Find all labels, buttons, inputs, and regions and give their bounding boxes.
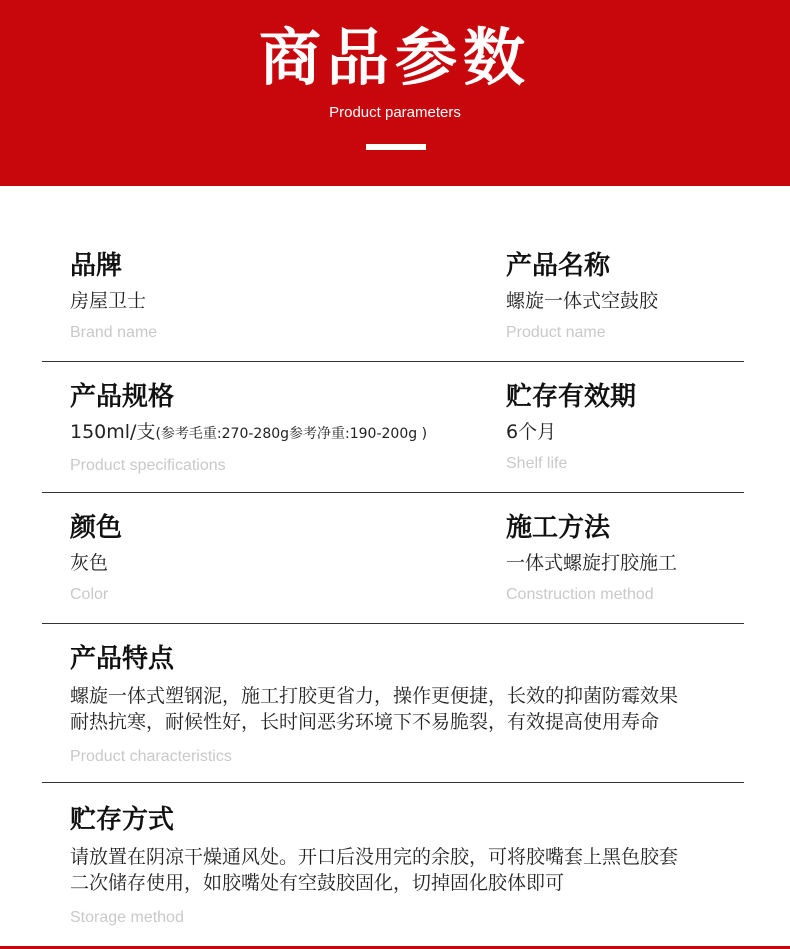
divider — [42, 492, 744, 493]
storage-label: 贮存方式 — [70, 805, 175, 835]
characteristics-label: 产品特点 — [70, 644, 175, 674]
specifications-label: 产品规格 — [70, 382, 175, 412]
divider — [42, 361, 744, 362]
construction-label: 施工方法 — [506, 513, 611, 543]
param-construction — [506, 512, 677, 605]
param-shelf-life — [506, 381, 636, 474]
header-banner — [0, 0, 790, 186]
specifications-main: 150ml/支 — [70, 421, 156, 443]
storage-en-label: Storage method — [70, 909, 184, 926]
brand-label: 品牌 — [70, 251, 123, 281]
brand-value: 房屋卫士 — [70, 290, 147, 312]
specifications-en-label: Product specifications — [70, 457, 226, 474]
storage-line: 二次储存使用，如胶嘴处有空鼓胶固化，切掉固化胶体即可 — [70, 872, 565, 894]
param-color — [70, 512, 122, 605]
shelf-life-value: 6个月 — [506, 421, 557, 443]
product-name-en-label: Product name — [506, 324, 606, 341]
header-underline — [366, 144, 426, 150]
shelf-life-en-label: Shelf life — [506, 455, 568, 472]
param-brand — [70, 250, 157, 343]
construction-en-label: Construction method — [506, 586, 654, 603]
characteristics-line: 耐热抗寒，耐候性好，长时间恶劣环境下不易脆裂，有效提高使用寿命 — [70, 711, 660, 733]
construction-value: 一体式螺旋打胶施工 — [506, 552, 678, 574]
param-product-name — [506, 250, 658, 343]
divider — [42, 623, 744, 624]
specifications-value — [70, 419, 427, 447]
color-value: 灰色 — [70, 552, 109, 574]
shelf-life-label: 贮存有效期 — [506, 382, 637, 412]
color-en-label: Color — [70, 586, 109, 603]
page-title: 商品参数 — [258, 21, 531, 94]
characteristics-line: 螺旋一体式塑钢泥，施工打胶更省力，操作更便捷，长效的抑菌防霉效果 — [70, 685, 679, 707]
product-name-value: 螺旋一体式空鼓胶 — [506, 290, 659, 312]
param-storage — [70, 804, 678, 928]
page-subtitle: Product parameters — [329, 104, 461, 121]
divider — [42, 782, 744, 783]
characteristics-en-label: Product characteristics — [70, 748, 232, 765]
param-characteristics — [70, 643, 678, 767]
brand-en-label: Brand name — [70, 324, 158, 341]
param-specifications — [70, 381, 427, 476]
color-label: 颜色 — [70, 513, 123, 543]
storage-line: 请放置在阴凉干燥通风处。开口后没用完的余胶，可将胶嘴套上黑色胶套 — [70, 846, 679, 868]
specifications-detail: (参考毛重:270-280g参考净重:190-200g ) — [155, 426, 428, 442]
product-name-label: 产品名称 — [506, 251, 611, 281]
